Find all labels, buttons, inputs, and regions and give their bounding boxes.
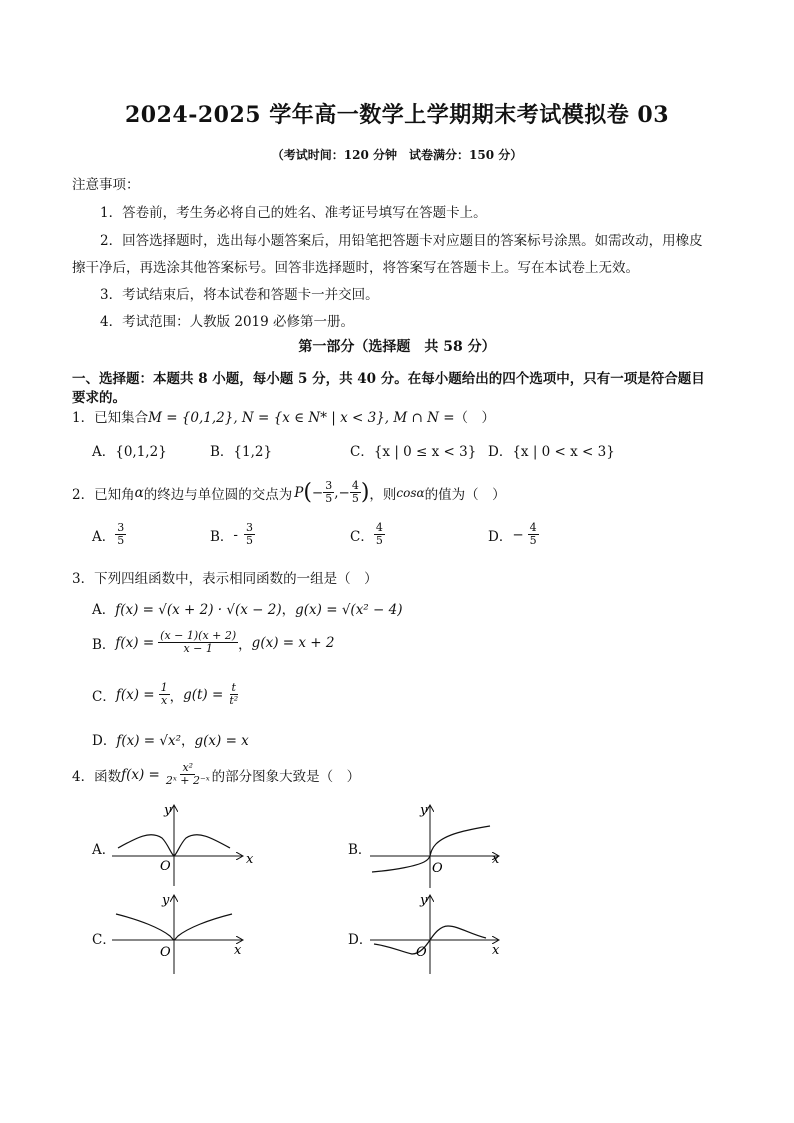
q1-math: M = {0,1,2}, N = {x ∈ N* | x < 3}, M ∩ N = [148,410,455,426]
q3-option-a[interactable]: A．f(x) = √(x + 2) · √(x − 2)，g(x) = √(x² − 4) [92,602,403,618]
q3-option-d[interactable]: D．f(x) = √x²，g(x) = x [92,733,249,749]
y-label: y [164,803,172,818]
y-label: y [162,893,170,908]
notice-item-2-cont: 擦干净后，再选涂其他答案标号。回答非选择题时，将答案写在答题卡上。写在本试卷上无效。 [72,260,639,276]
notice-item-1: 1．答卷前，考生务必将自己的姓名、准考证号填写在答题卡上。 [100,205,487,221]
x-label: x [492,943,500,958]
origin-label: O [432,861,443,876]
y-label: y [420,803,428,818]
q1-option-a[interactable]: A．{0,1,2} [92,444,167,460]
part1-instruction: 一、选择题：本题共 8 小题，每小题 5 分，共 40 分。在每小题给出的四个选项中，只有一项是符合题目 [72,371,705,387]
q1-option-d[interactable]: D．{x | 0 < x < 3} [488,444,615,460]
y-label: y [420,893,428,908]
exam-time-info: （考试时间：120 分钟 试卷满分：150 分） [271,148,523,162]
q2-option-d[interactable]: D． − $\frac{4}{5}$ [488,521,537,547]
q4-graph-c[interactable] [110,890,250,980]
origin-label: O [160,859,171,874]
notice-heading: 注意事项： [72,177,140,193]
question-3-stem: 3．下列四组函数中，表示相同函数的一组是（ ） [72,571,378,587]
x-label: x [246,852,254,867]
part1-heading: 第一部分（选择题 共 58 分） [298,339,496,355]
q1-option-b[interactable]: B．{1,2} [210,444,273,460]
q3-option-c[interactable]: C． f(x) = $\frac{1}{x}$ ， g(t) = $\frac{t}{\text{t²}}$ [92,681,239,707]
curve [372,826,490,872]
question-2-stem: 2．已知角 α 的终边与单位圆的交点为 P ( − $\frac{3}{5}$ ,− $\frac{4}{5}$ ) ，则 cosα 的值为（ ） [72,479,506,505]
q4-option-d[interactable]: D． [348,932,373,948]
q4-option-c[interactable]: C． [92,932,116,948]
q2-option-b[interactable]: B． - $\frac{3}{5}$ [210,521,253,547]
notice-item-4: 4．考试范围：人教版 2019 必修第一册。 [100,314,355,330]
q4-option-a[interactable]: A． [92,842,116,858]
part1-instruction-cont: 要求的。 [72,390,126,406]
q1-option-c[interactable]: C．{x | 0 ≤ x < 3} [350,444,477,460]
q4-graph-a[interactable] [110,800,254,890]
q4-graph-b[interactable] [366,800,506,890]
page-title: 2024-2025 学年高一数学上学期期末考试模拟卷 03 [124,102,670,128]
q2-option-a[interactable]: A． $\frac{3}{5}$ [92,521,125,547]
x-label: x [234,943,242,958]
q3-option-b[interactable]: B． f(x) = $\frac{(x - 1)(x + 2)}{x - 1}$ ， g(x) = x + 2 [92,629,335,655]
x-label: x [492,852,500,867]
origin-label: O [416,945,427,960]
q4-option-b[interactable]: B． [348,842,372,858]
q4-graph-d[interactable] [366,890,506,980]
question-1-stem: 1．已知集合M = {0,1,2}, N = {x ∈ N* | x < 3}, M ∩ N =（ ） [72,410,496,426]
q2-option-c[interactable]: C． $\frac{4}{5}$ [350,521,383,547]
question-4-stem: 4．函数 f(x) = $\frac{\text{x²}}{\text{2ˣ + 2⁻ˣ}}$ 的部分图象大致是（ ） [72,761,361,787]
notice-item-3: 3．考试结束后，将本试卷和答题卡一并交回。 [100,287,379,303]
notice-item-2: 2．回答选择题时，选出每小题答案后，用铅笔把答题卡对应题目的答案标号涂黑。如需改动，用橡皮 [100,233,703,249]
origin-label: O [160,945,171,960]
